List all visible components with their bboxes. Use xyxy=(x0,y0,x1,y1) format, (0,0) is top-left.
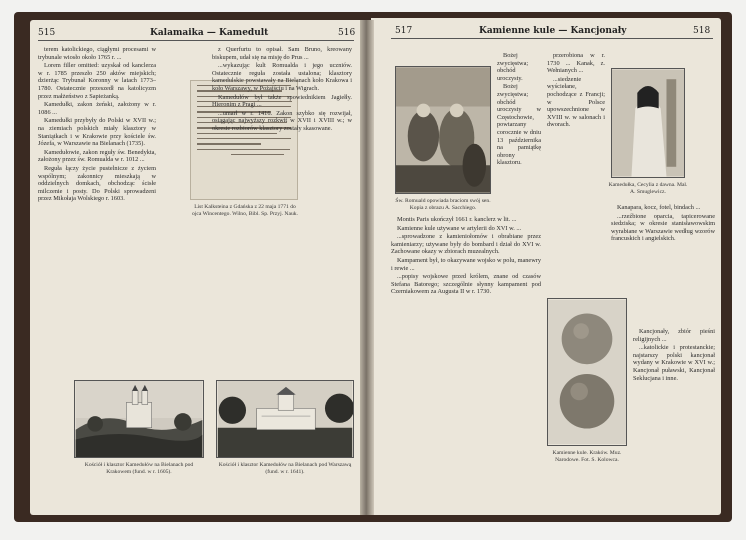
text-column-narrow: przerobiona w r. 1730 ... Kanak, z. Wełnianych ... ...siedzenie wyściełane, pochodzące z Francji; w Polsce upowszechnione w XVIII w. w salonach i dworach. xyxy=(547,52,605,129)
book-gutter xyxy=(360,20,374,515)
cannonballs-caption: Kamienne kule. Kraków. Muz. Narodowe. Fot. S. Kolowca. xyxy=(552,450,622,463)
text-column: Kanapara, kocz, fotel, bindach ... ...rzeźbione oparcia, tapicerowane siedziska; w okresie stanisławowskim wyrabiane w Warszawie według wzorów francuskich i angielskich. xyxy=(611,204,715,243)
text-column-narrow: Bożej zwycięstwa; obchód uroczysty. Bożej zwycięstwa; obchód uroczysty w Częstochowie, powtarzany corocznie w dniu 13 października na pamiątkę obrony klasztoru. xyxy=(497,52,541,167)
portrait-caption: Kamedułka, Cecylia z dawna. Mal. A. Smuglewicz. xyxy=(608,182,688,195)
text-column: z Querfurtu to opisał. Sam Bruno, kreowany biskupem, udał się na misję do Prus ... ...wykazując kult Romualda i jego uczniów. Ostatecznie reguła została ustalona; klasztory kamedulskie powstawały na Bielanach koło Krakowa i koło Warszawy, w Pożajściu i na Wigrach. Kamedułów był także spowiednikiem Jagiełły. Hieronim z Pragi ... ...umarł w r. 1416. Zakon szybko się rozwijał, osiągając najwyższy rozkwit w XVII i XVIII w.; w okresie rozbiorów klasztory zostały skasowane. xyxy=(212,46,352,132)
monastery-photo xyxy=(216,380,354,458)
painting-caption: Św. Romuald opowiada braciom swój sen. Kopia z obrazu A. Sacchiego. xyxy=(395,198,491,211)
page-number: 516 xyxy=(338,28,356,38)
left-page xyxy=(30,20,362,515)
page-number: 515 xyxy=(38,28,56,38)
header-rule xyxy=(391,38,713,39)
photo-caption: Kościół i klasztor Kamedułów na Bielanach pod Warszawą (fund. w r. 1641). xyxy=(218,462,352,475)
header-rule xyxy=(38,40,354,41)
running-header: Kamienne kule — Kancjonały xyxy=(479,26,627,36)
page-number: 517 xyxy=(395,26,413,36)
photo-caption: Kościół i klasztor Kamedułów na Bielanach pod Krakowem (fund. w r. 1605). xyxy=(84,462,194,475)
manuscript-caption: List Kalksteina z Gdańska z 22 maja 1771 do ojca Wincentego. Wilno, Bibl. Sp. Przyj. Nauk. xyxy=(192,204,298,217)
portrait-image xyxy=(611,68,685,178)
right-page xyxy=(371,18,721,515)
text-column: Montis Paris ukończył 1661 r. kanclerz w lit. ... Kamienne kule używane w artylerii do XVI w. ... ...sprowadzone z kamieniołomów i obrabiane przez kamieniarzy; używane były do bombard i dział do XVI w. Zachowane okazy w zbiorach muzealnych. Kampament był, to okazywane wojsko w polu, manewry i rewie ... ...popisy wojskowe przed królem, znane od czasów Stefana Batorego; szczególnie słynny kampament pod Czerniakowem za Augusta II w r. 1730. xyxy=(391,216,541,296)
monastery-photo xyxy=(74,380,204,458)
text-column: Kancjonały, zbiór pieśni religijnych ... ...katolickie i protestanckie; najstarszy polski kancjonał wydany w Krakowie w XVI w.; Kancjonał puławski, Kancjonał Seklucjana i inne. xyxy=(633,328,715,382)
page-number: 518 xyxy=(693,26,711,36)
running-header: Kalamaika — Kamedult xyxy=(150,28,269,38)
cannonballs-image xyxy=(547,298,627,446)
text-column: terem katolickiego, ciągłymi procesami w trybunale wiosło około 1765 r. ... Lorem filler omitted: uzyskał od kanclerza w r. 1785 przeszło 250 aktów miejskich; dzierżąc Trybunał Koronny w latach 1773–1780. Ostatecznie przeszedł na katolicyzm przez małżeństwo z Sapieżanką. Kamedułki, zakon żeński, założony w r. 1086 ... Kamedułki przybyły do Polski w XVII w.; na ziemiach polskich miały klasztory w Staniątkach i w Krakowie przy kościele św. Józefa, w Warszawie na Bielanach (1735). Kamedułowie, zakon reguły św. Benedykta, założony przez św. Romualda w r. 1012 ... Reguła łączy życie pustelnicze z życiem wspólnym; zakonnicy mieszkają w oddzielnych domkach, obchodząc ścisłe milczenie i posty. Do Polski sprowadzeni przez Mikołaja Wolskiego r. 1603. xyxy=(38,46,156,203)
painting-image xyxy=(395,66,491,194)
